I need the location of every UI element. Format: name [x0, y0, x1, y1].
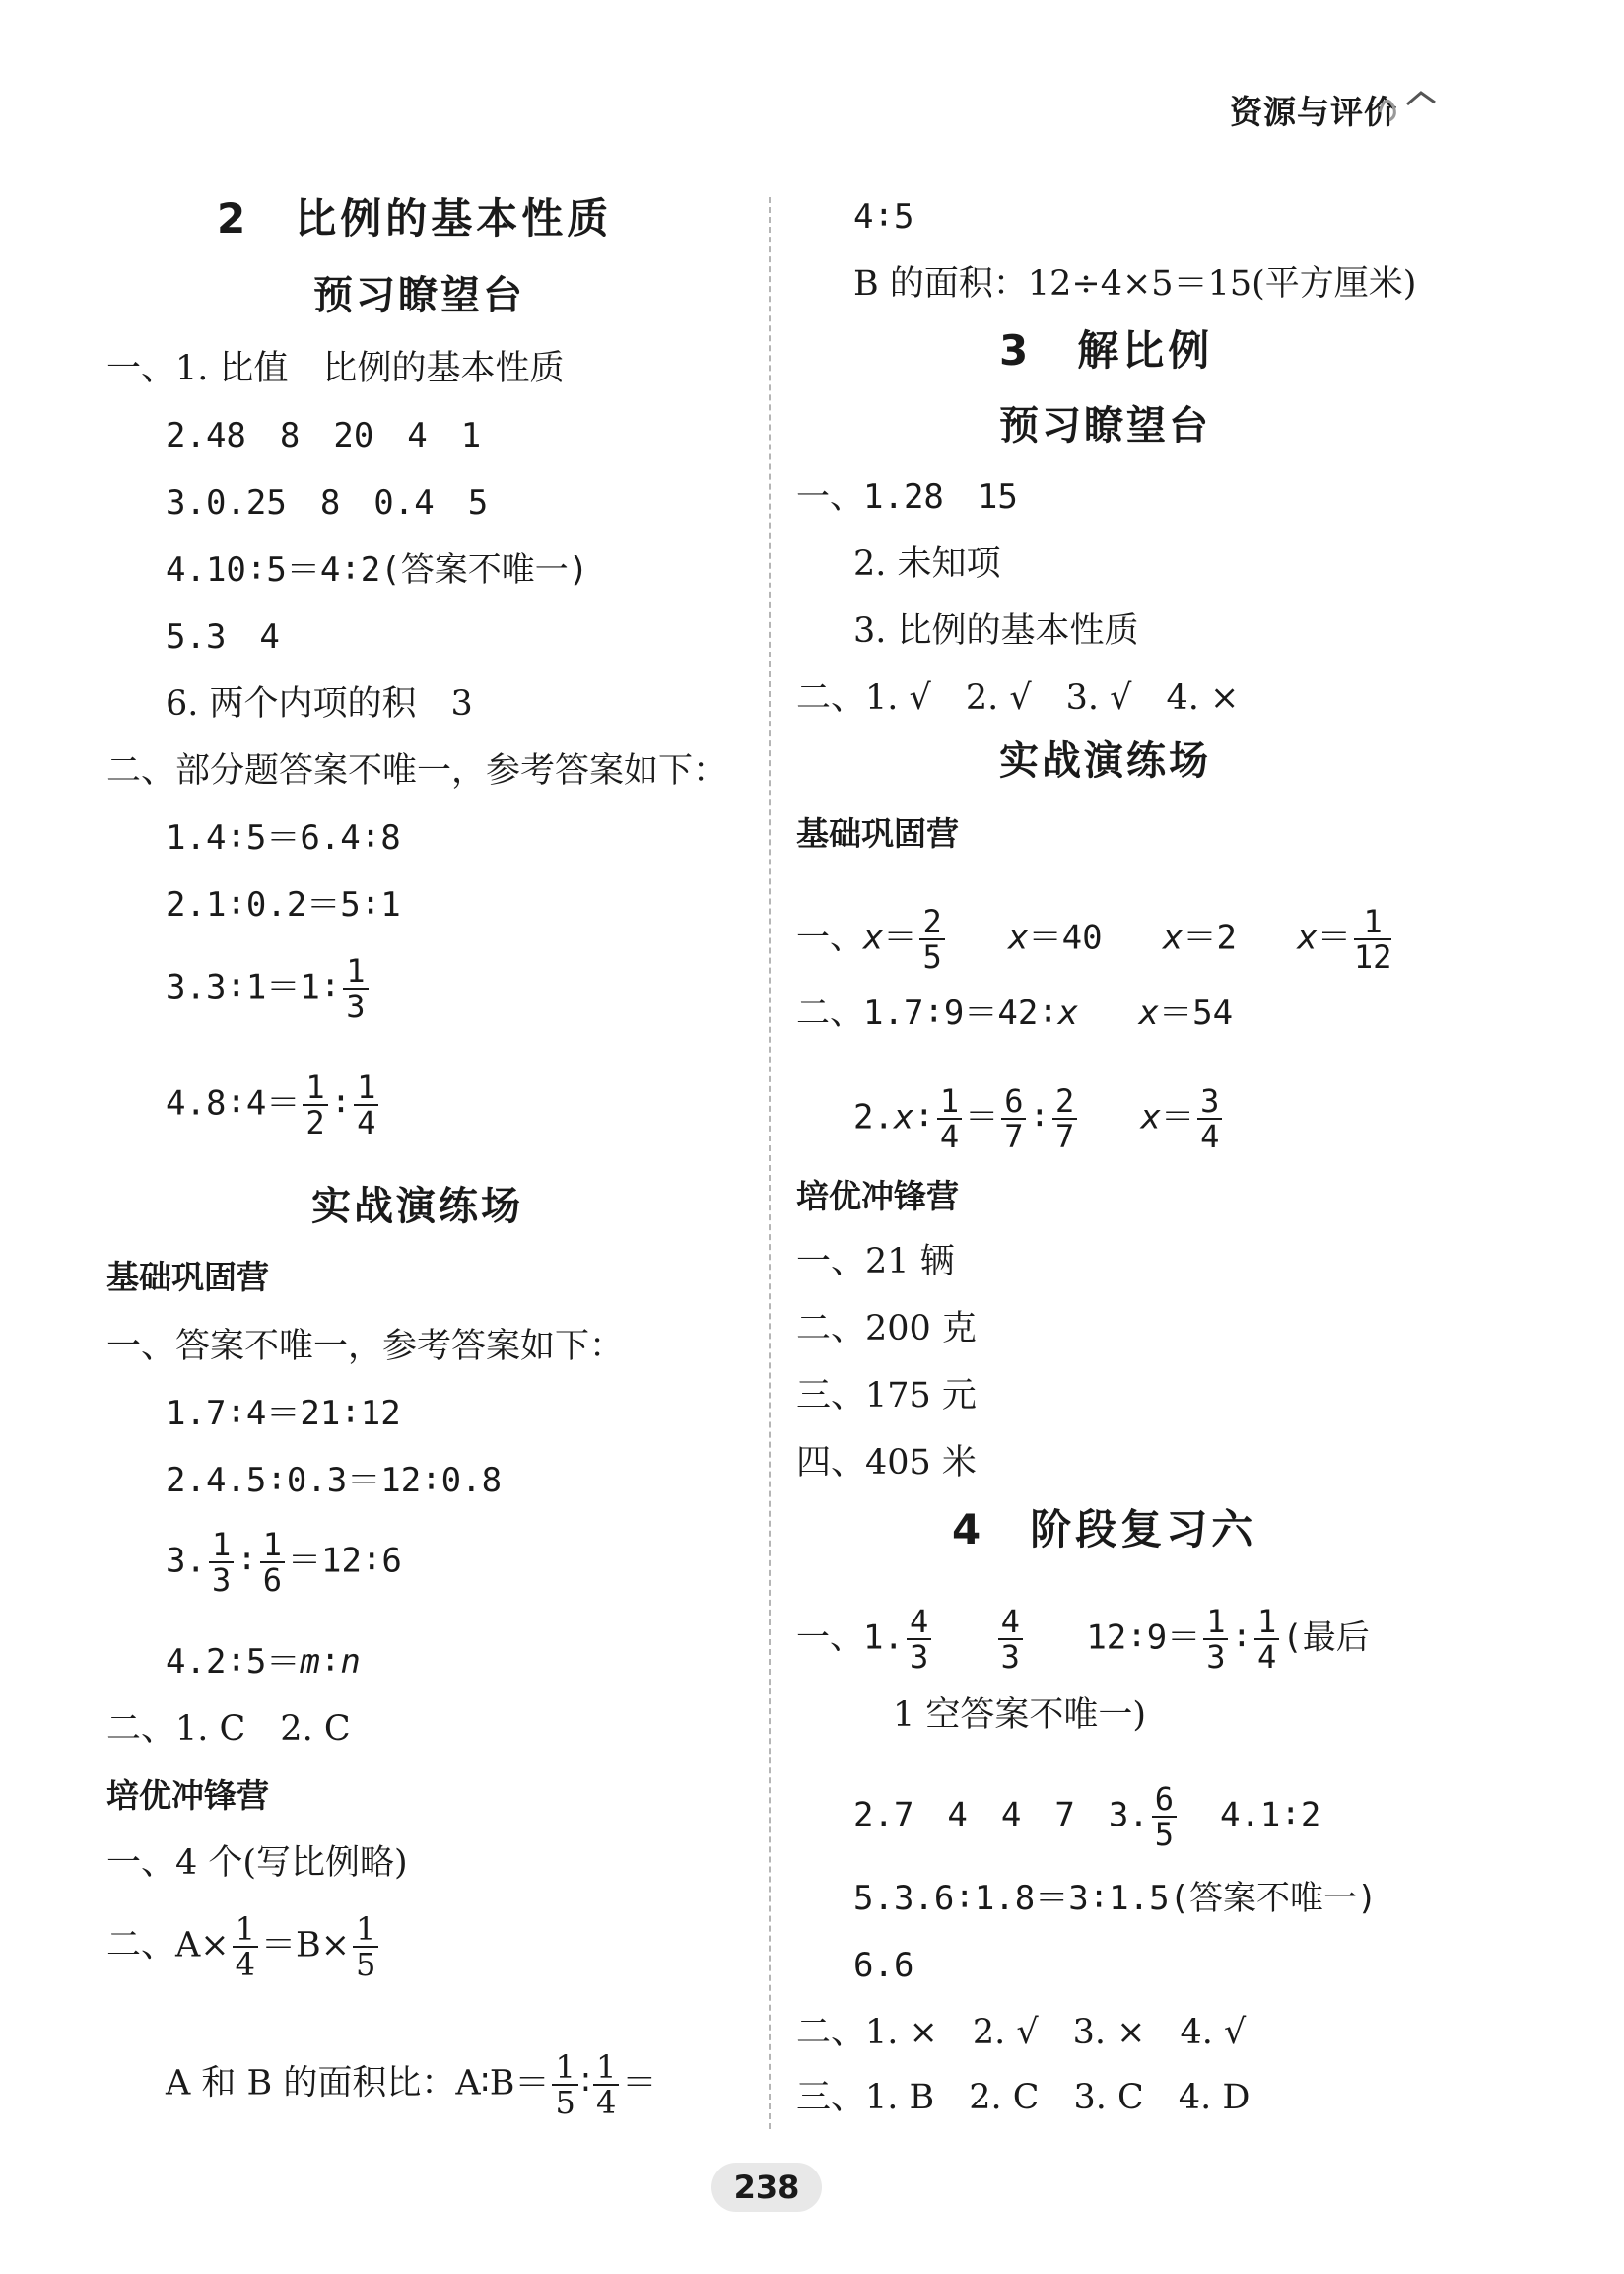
answer-line: 1.4∶5＝6.4∶8 [166, 818, 401, 858]
fraction: $\frac{4}{3}$ [998, 1605, 1023, 1674]
fraction: $\frac{4}{3}$ [907, 1605, 931, 1674]
fraction: $\frac{1}{4}$ [593, 2050, 619, 2119]
answer-line: 三、1. B 2. C 3. C 4. D [796, 2078, 1251, 2117]
answer-line: 2.48 8 20 4 1 [166, 416, 482, 455]
answer-line: 一、1. 比值 比例的基本性质 [106, 349, 565, 388]
preview-title: 预习瞭望台 [999, 403, 1211, 448]
fraction: $\frac{1}{4}$ [1254, 1605, 1279, 1674]
answer-line: 二、200 克 [796, 1309, 977, 1348]
advanced-group-title: 培优冲锋营 [106, 1776, 269, 1815]
answer-line: 5.3 4 [166, 617, 280, 656]
answer-line: 4∶5 [853, 197, 914, 237]
fraction: $\frac{1}{3}$ [209, 1528, 234, 1597]
answer-line: 1.7∶4＝21∶12 [166, 1394, 401, 1433]
answer-line: 3. 比例的基本性质 [853, 611, 1139, 651]
answer-line: 一、1. $\frac{4}{3}$ $\frac{4}{3}$ 12∶9＝ $\frac{1}{3}$ ∶ $\frac{1}{4}$ (最后 [796, 1603, 1370, 1676]
answer-line: 2. 未知项 [853, 544, 1001, 584]
fraction: $\frac{3}{4}$ [1197, 1084, 1222, 1153]
preview-title: 预习瞭望台 [313, 273, 525, 318]
answer-line: 一、答案不唯一，参考答案如下： [106, 1327, 625, 1366]
answer-line: 二、A× $\frac{1}{4}$ ＝B× $\frac{1}{5}$ [106, 1912, 381, 1981]
column-divider [769, 197, 771, 2129]
answer-line: 2.1∶0.2＝5∶1 [166, 885, 401, 925]
answer-line: 二、1.7∶9＝42∶x x＝54 [796, 994, 1234, 1033]
answer-line: 三、175 元 [796, 1376, 977, 1415]
answer-line: 6.6 [853, 1946, 914, 1985]
answer-line: 2.4.5∶0.3＝12∶0.8 [166, 1461, 503, 1500]
fraction: $\frac{1}{4}$ [233, 1912, 258, 1981]
advanced-group-title: 培优冲锋营 [796, 1177, 959, 1215]
fraction: $\frac{1}{3}$ [1203, 1605, 1228, 1674]
practice-title: 实战演练场 [311, 1184, 523, 1229]
answer-line: 1 空答案不唯一) [893, 1695, 1147, 1735]
answer-line: 5.3.6∶1.8＝3∶1.5(答案不唯一) [853, 1879, 1378, 1918]
fraction: $\frac{1}{5}$ [552, 2050, 577, 2119]
answer-line: 3. $\frac{1}{3}$ ∶ $\frac{1}{6}$ ＝12∶6 [166, 1526, 402, 1599]
answer-line: 6. 两个内项的积 3 [166, 684, 473, 724]
answer-line: 二、1. × 2. √ 3. × 4. √ [796, 2013, 1247, 2052]
fraction: $\frac{6}{7}$ [1001, 1084, 1026, 1153]
answer-line: 2.7 4 4 7 3. $\frac{6}{5}$ 4.1∶2 [853, 1780, 1321, 1853]
answer-line: B 的面积：12÷4×5＝15(平方厘米) [853, 264, 1417, 304]
answer-line: 4.2∶5＝m∶n [166, 1642, 361, 1682]
answer-line: 2.x∶ $\frac{1}{4}$ ＝ $\frac{6}{7}$ ∶ $\frac{2}{7}$ x＝ $\frac{3}{4}$ [853, 1084, 1225, 1153]
answer-line: 一、x＝ $\frac{2}{5}$ x＝40 x＝2 x＝ $\frac{1}{12}$ [796, 903, 1392, 976]
header-title: 资源与评价 [1230, 93, 1397, 131]
section-4-title: 4 阶段复习六 [952, 1505, 1257, 1553]
answer-line: A 和 B 的面积比：A∶B＝ $\frac{1}{5}$ ∶ $\frac{1}{4}$ ＝ [166, 2048, 657, 2121]
section-2-title: 2 比例的基本性质 [217, 194, 613, 242]
section-3-title: 3 解比例 [999, 326, 1214, 375]
answer-line: 一、21 辆 [796, 1242, 955, 1281]
practice-title: 实战演练场 [999, 738, 1211, 784]
answer-line: 四、405 米 [796, 1443, 977, 1482]
answer-line: 4.8∶4＝ $\frac{1}{2}$ ∶ $\frac{1}{4}$ [166, 1070, 381, 1139]
answer-line: 二、1. √ 2. √ 3. √ 4. × [796, 678, 1240, 718]
fraction: $\frac{1}{6}$ [260, 1528, 285, 1597]
fraction: $\frac{1}{2}$ [303, 1070, 327, 1139]
header-decoration-icon [1372, 83, 1441, 126]
answer-line: 3.3∶1＝1∶ $\frac{1}{3}$ [166, 954, 372, 1023]
basic-group-title: 基础巩固营 [796, 814, 959, 853]
answer-line: 3.0.25 8 0.4 5 [166, 483, 489, 522]
answer-line: 4.10∶5＝4∶2(答案不唯一) [166, 550, 589, 589]
fraction: $\frac{1}{3}$ [343, 954, 368, 1023]
basic-group-title: 基础巩固营 [106, 1258, 269, 1296]
fraction: $\frac{1}{4}$ [937, 1084, 962, 1153]
fraction: $\frac{6}{5}$ [1152, 1782, 1177, 1851]
answer-line: 二、1. C 2. C [106, 1709, 351, 1749]
answer-line: 一、1.28 15 [796, 477, 1018, 517]
fraction: $\frac{2}{7}$ [1052, 1084, 1077, 1153]
fraction: $\frac{2}{5}$ [919, 905, 944, 974]
page-number: 238 [711, 2163, 822, 2212]
fraction: $\frac{1}{5}$ [353, 1912, 378, 1981]
answer-line: 一、4 个(写比例略) [106, 1843, 408, 1883]
answer-line: 二、部分题答案不唯一，参考答案如下： [106, 751, 728, 791]
fraction: $\frac{1}{4}$ [354, 1070, 378, 1139]
fraction: $\frac{1}{12}$ [1353, 903, 1392, 976]
